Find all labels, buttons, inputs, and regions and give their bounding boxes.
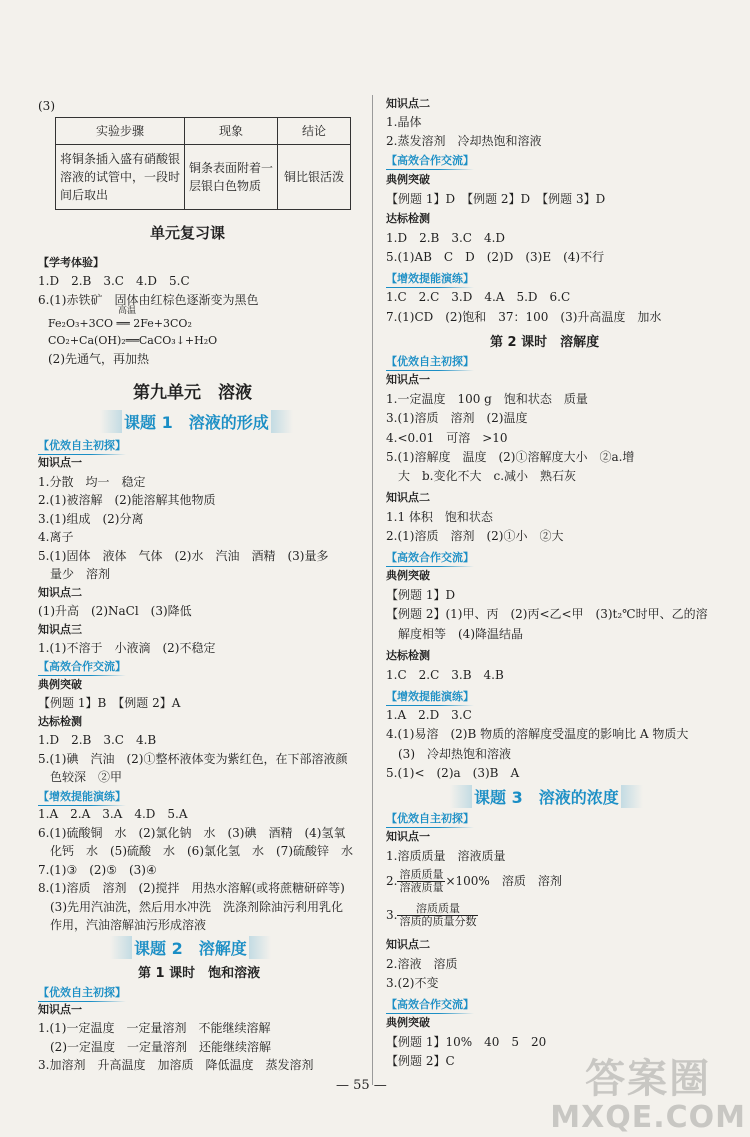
section-tag: 【增效提能演练】 [386, 272, 474, 285]
answer-line: 3.(2)不变 [386, 976, 439, 990]
subsection-heading: 典例突破 [386, 1016, 430, 1029]
knowledge-point-heading: 知识点一 [38, 456, 82, 469]
answer-line: 大 b.变化不大 c.减小 熟石灰 [398, 469, 577, 483]
answer-line: 【例题 2】(1)甲、丙 (2)丙<乙<甲 (3)t₂℃时甲、乙的溶 [386, 607, 708, 621]
answer-line: 1.A 2.A 3.A 4.D 5.A [38, 807, 188, 821]
answer-line: 5.(1)固体 液体 气体 (2)水 汽油 酒精 (3)量多 [38, 549, 329, 563]
subsection-heading: 典例突破 [386, 173, 430, 186]
table-cell: 将铜条插入盛有硝酸银溶液的试管中，一段时间后取出 [56, 145, 185, 210]
column-divider [372, 95, 373, 1085]
mass-fraction-formula [397, 869, 445, 894]
item-number: 3. [386, 908, 398, 922]
answer-line: 1.分散 均一 稳定 [38, 475, 146, 489]
answer-line: 1.晶体 [386, 115, 422, 129]
answer-line: 3.(1)组成 (2)分离 [38, 512, 144, 526]
section-tag: 【优效自主初探】 [38, 439, 126, 452]
answer-line: (3) 冷却热饱和溶液 [398, 747, 511, 761]
answer-line: 1.C 2.C 3.B 4.B [386, 668, 504, 682]
formula-line [386, 867, 562, 895]
experiment-table [55, 117, 351, 210]
answer-line: 3.加溶剂 升高温度 加溶质 降低温度 蒸发溶剂 [38, 1058, 314, 1072]
section-tag: 【高效合作交流】 [386, 998, 474, 1011]
answer-line: 1.1 体积 饱和状态 [386, 510, 493, 524]
section-tag: 【优效自主初探】 [38, 986, 126, 999]
knowledge-point-heading: 知识点二 [386, 938, 430, 951]
answer-line: 【例题 2】C [386, 1054, 455, 1068]
solution-mass-formula [397, 903, 478, 928]
answer-line: 1.D 2.B 3.C 4.D 5.C [38, 274, 190, 288]
part-label: (3) [38, 99, 55, 113]
answer-line: (2)一定温度 一定量溶剂 还能继续溶解 [50, 1040, 271, 1054]
answer-line: 5.(1)< (2)a (3)B A [386, 766, 520, 780]
formula-tail: ×100% 溶质 溶剂 [445, 874, 562, 888]
knowledge-point-heading: 知识点一 [386, 373, 430, 386]
lesson2-title: 第 2 课时 溶解度 [490, 335, 600, 350]
section-tag: 【高效合作交流】 [38, 660, 126, 673]
answer-line: (1)升高 (2)NaCl (3)降低 [38, 604, 192, 618]
table-header: 结论 [278, 118, 351, 145]
table-header: 实验步骤 [56, 118, 185, 145]
answer-line: 1.D 2.B 3.C 4.D [386, 231, 506, 245]
watermark-text: 答案圈 [585, 1056, 712, 1102]
section-tag: 【学考体验】 [38, 256, 104, 269]
answer-line: 1.C 2.C 3.D 4.A 5.D 6.C [386, 290, 571, 304]
answer-line: 5.(1)AB C D (2)D (3)E (4)不行 [386, 250, 605, 264]
unit9-title: 第九单元 溶液 [133, 383, 252, 403]
table-cell: 铜条表面附着一层银白色物质 [185, 145, 278, 210]
answer-line: 1.一定温度 100 g 饱和状态 质量 [386, 392, 588, 406]
answer-line: 化钙 水 (5)硫酸 水 (6)氯化氢 水 (7)硫酸锌 水 [50, 844, 353, 858]
answer-line: 【例题 1】D [386, 588, 456, 602]
watermark-logo [550, 1057, 746, 1135]
answer-line: 1.D 2.B 3.C 4.B [38, 733, 157, 747]
table-header: 现象 [185, 118, 278, 145]
answer-line: 6.(1)赤铁矿 固体由红棕色逐渐变为黑色 [38, 293, 259, 307]
topic1-title: 课题 1 溶液的形成 [100, 410, 293, 433]
fraction-denominator: 溶液质量 [399, 881, 444, 894]
answer-line: 2.(1)被溶解 (2)能溶解其他物质 [38, 493, 216, 507]
page-number: — 55 — [336, 1078, 387, 1093]
topic2-title: 课题 2 溶解度 [110, 936, 271, 959]
answer-line: 8.(1)溶质 溶剂 (2)搅拌 用热水溶解(或将蔗糖研碎等) [38, 881, 345, 895]
knowledge-point-heading: 知识点二 [386, 97, 430, 110]
answer-line: 5.(1)碘 汽油 (2)①整杯液体变为紫红色，在下部溶液颜 [38, 752, 348, 766]
item-number: 2. [386, 874, 398, 888]
answer-line: 2.蒸发溶剂 冷却热饱和溶液 [386, 134, 542, 148]
answer-line: 7.(1)③ (2)⑤ (3)④ [38, 863, 157, 877]
section-tag: 【高效合作交流】 [386, 551, 474, 564]
answer-line: 4.离子 [38, 530, 74, 544]
answer-line: 5.(1)溶解度 温度 (2)①溶解度大小 ②a.增 [386, 450, 635, 464]
lesson1-title: 第 1 课时 饱和溶液 [138, 966, 261, 981]
answer-line: 色较深 ②甲 [50, 770, 123, 784]
answer-line: 1.(1)一定温度 一定量溶剂 不能继续溶解 [38, 1021, 271, 1035]
section-tag: 【优效自主初探】 [386, 812, 474, 825]
equation-condition: 高温 [118, 306, 137, 316]
answer-line: 2.溶液 溶质 [386, 957, 458, 971]
knowledge-point-heading: 知识点一 [386, 830, 430, 843]
equation-line: Fe₂O₃+3CO ══ 2Fe+3CO₂ [48, 317, 192, 330]
answer-line: 1.(1)不溶于 小液滴 (2)不稳定 [38, 641, 216, 655]
table-cell: 铜比银活泼 [278, 145, 351, 210]
subsection-heading: 达标检测 [386, 212, 430, 225]
answer-line: 【例题 1】D 【例题 2】D 【例题 3】D [386, 192, 606, 206]
answer-line: 【例题 1】B 【例题 2】A [38, 696, 181, 710]
answer-line: 3.(1)溶质 溶剂 (2)温度 [386, 411, 528, 425]
section-tag: 【增效提能演练】 [38, 790, 126, 803]
knowledge-point-heading: 知识点二 [386, 491, 430, 504]
answer-line: 7.(1)CD (2)饱和 37：100 (3)升高温度 加水 [386, 310, 662, 324]
answer-line: 1.溶质质量 溶液质量 [386, 849, 506, 863]
answer-line: 2.(1)溶质 溶剂 (2)①小 ②大 [386, 529, 564, 543]
answer-line: 【例题 1】10% 40 5 20 [386, 1035, 547, 1049]
equation-line: CO₂+Ca(OH)₂══CaCO₃↓+H₂O [48, 334, 218, 347]
fraction-numerator: 溶质质量 [399, 868, 444, 881]
fraction-denominator: 溶质的质量分数 [399, 915, 477, 928]
section-tag: 【高效合作交流】 [386, 154, 474, 167]
fraction-numerator: 溶质质量 [397, 903, 478, 916]
watermark-url: MXQE.COM [550, 1100, 746, 1135]
answer-line: (3)先用汽油洗，然后用水冲洗 洗涤剂除油污利用乳化 [50, 900, 344, 914]
subsection-heading: 达标检测 [386, 649, 430, 662]
unit-review-title: 单元复习课 [150, 224, 226, 242]
knowledge-point-heading: 知识点一 [38, 1003, 82, 1016]
answer-line: 6.(1)硫酸铜 水 (2)氯化钠 水 (3)碘 酒精 (4)氢氧 [38, 826, 346, 840]
knowledge-point-heading: 知识点二 [38, 586, 82, 599]
answer-line: (2)先通气，再加热 [48, 352, 149, 366]
answer-line: 量少 溶剂 [50, 567, 111, 581]
subsection-heading: 典例突破 [38, 678, 82, 691]
formula-line [386, 901, 478, 929]
answer-line: 1.A 2.D 3.C [386, 708, 472, 722]
answer-line: 作用，汽油溶解油污形成溶液 [50, 918, 207, 932]
answer-line: 解度相等 (4)降温结晶 [398, 627, 523, 641]
section-tag: 【增效提能演练】 [386, 690, 474, 703]
subsection-heading: 达标检测 [38, 715, 82, 728]
subsection-heading: 典例突破 [386, 569, 430, 582]
answer-line: 4.<0.01 可溶 >10 [386, 431, 508, 445]
knowledge-point-heading: 知识点三 [38, 623, 82, 636]
section-tag: 【优效自主初探】 [386, 355, 474, 368]
answer-line: 4.(1)易溶 (2)B 物质的溶解度受温度的影响比 A 物质大 [386, 727, 689, 741]
topic3-title: 课题 3 溶液的浓度 [450, 785, 643, 808]
